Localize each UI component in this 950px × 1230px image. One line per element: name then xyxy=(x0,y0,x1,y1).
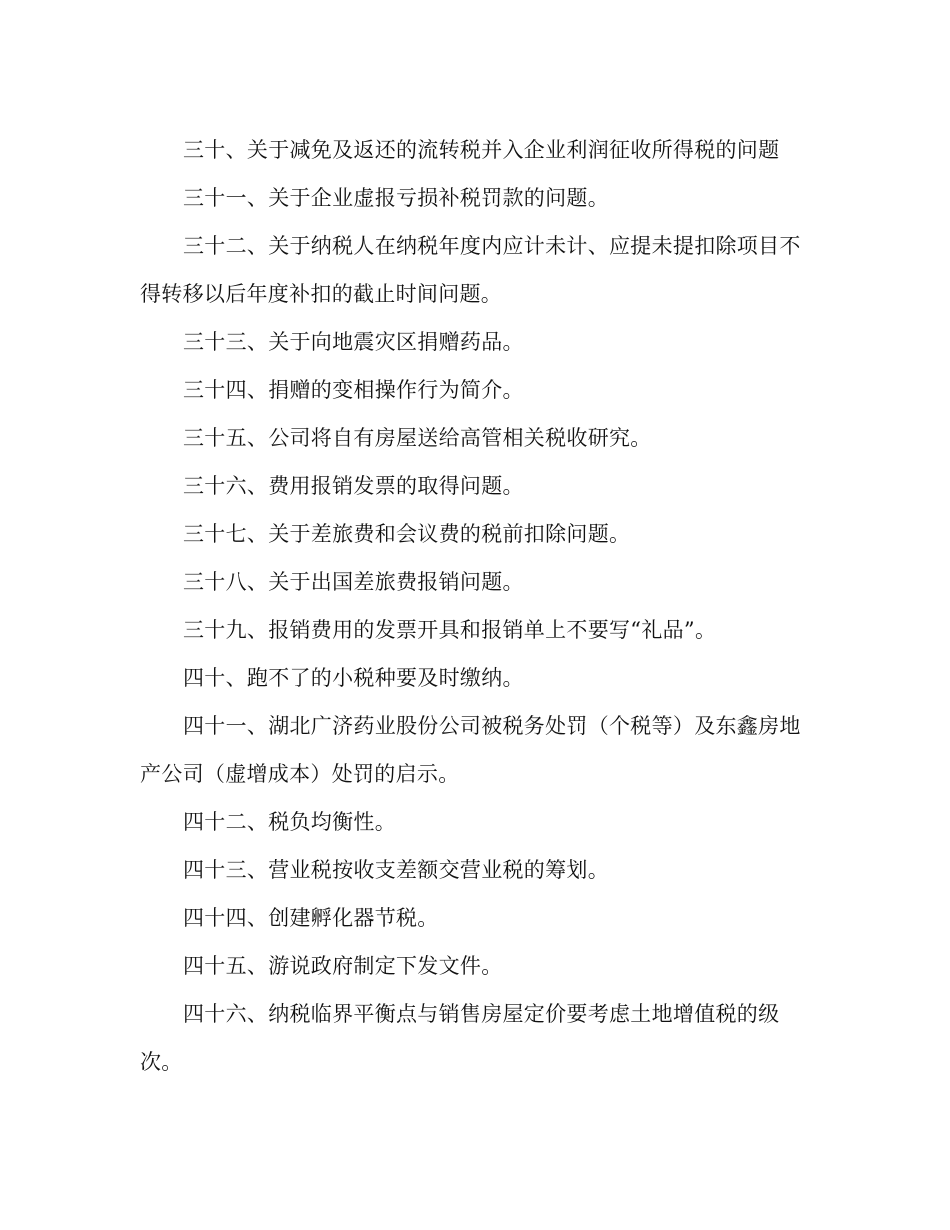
paragraph-39: 三十九、报销费用的发票开具和报销单上不要写“礼品”。 xyxy=(183,618,717,642)
paragraph-36: 三十六、费用报销发票的取得问题。 xyxy=(183,474,524,498)
paragraph-40: 四十、跑不了的小税种要及时缴纳。 xyxy=(183,666,524,690)
paragraph-42: 四十二、税负均衡性。 xyxy=(183,810,396,834)
paragraph-30: 三十、关于减免及返还的流转税并入企业利润征收所得税的问题 xyxy=(183,138,780,162)
paragraph-33: 三十三、关于向地震灾区捐赠药品。 xyxy=(183,330,524,354)
paragraph-31: 三十一、关于企业虚报亏损补税罚款的问题。 xyxy=(183,186,609,210)
paragraph-44: 四十四、创建孵化器节税。 xyxy=(183,906,439,930)
paragraph-34: 三十四、捐赠的变相操作行为简介。 xyxy=(183,378,524,402)
paragraph-38: 三十八、关于出国差旅费报销问题。 xyxy=(183,570,524,594)
paragraph-35: 三十五、公司将自有房屋送给高管相关税收研究。 xyxy=(183,426,652,450)
paragraph-37: 三十七、关于差旅费和会议费的税前扣除问题。 xyxy=(183,522,631,546)
document-body xyxy=(140,126,810,1086)
paragraph-43: 四十三、营业税按收支差额交营业税的筹划。 xyxy=(183,858,609,882)
paragraph-45: 四十五、游说政府制定下发文件。 xyxy=(183,954,503,978)
paragraph-41: 四十一、湖北广济药业股份公司被税务处罚（个税等）及东鑫房地产公司（虚增成本）处罚的启示。 xyxy=(140,714,801,786)
paragraph-46: 四十六、纳税临界平衡点与销售房屋定价要考虑土地增值税的级次。 xyxy=(140,1002,780,1074)
paragraph-32: 三十二、关于纳税人在纳税年度内应计未计、应提未提扣除项目不得转移以后年度补扣的截止时间问题。 xyxy=(140,234,801,306)
